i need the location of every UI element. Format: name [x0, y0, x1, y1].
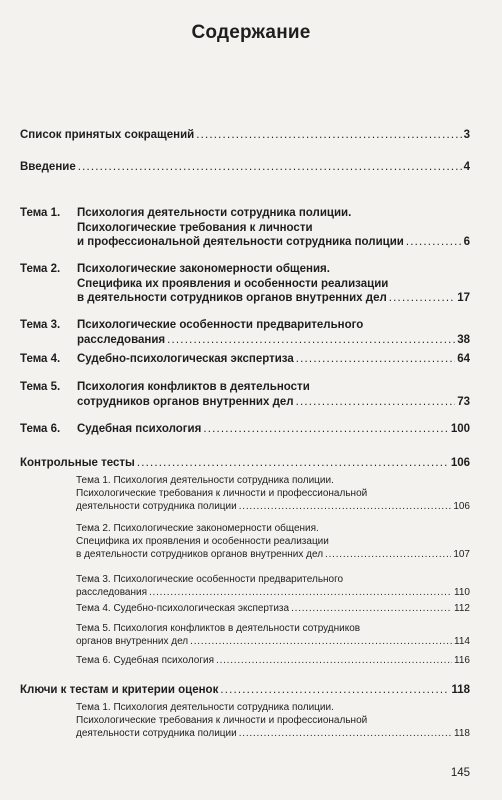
toc-entry-label: Тема 1. [20, 207, 61, 219]
toc-page-number: 6 [463, 236, 470, 248]
toc-entry-title: деятельности сотрудника полиции [76, 501, 237, 512]
toc-entry-label: Тема 2. [20, 263, 61, 275]
toc-entry-line [20, 683, 470, 698]
toc-entry-line [20, 277, 470, 292]
dot-leader [239, 727, 452, 740]
toc-entry-label: Тема 4. [20, 353, 61, 365]
toc-entry-line [20, 333, 470, 348]
toc-entry-line [76, 727, 470, 740]
toc-page-number: 73 [457, 395, 470, 408]
dot-leader [149, 586, 452, 599]
toc-page-number: 3 [463, 129, 470, 141]
toc-page-number: 106 [453, 501, 470, 512]
toc-page-number: 64 [457, 353, 470, 365]
toc-entry-line [76, 635, 470, 648]
toc-entry-title: Судебно-психологическая экспертиза [77, 353, 294, 365]
toc-page-number: 100 [450, 423, 470, 435]
toc-entry-line [76, 622, 470, 635]
toc-entry-label: Тема 6. [20, 423, 61, 435]
toc-entry [76, 474, 470, 513]
toc-entry [20, 262, 470, 306]
toc-entry [76, 622, 470, 648]
toc-entry-line [20, 262, 470, 277]
toc-entry-title: сотрудников органов внутренних дел [77, 395, 294, 408]
dot-leader [196, 128, 461, 143]
toc-entry [20, 422, 470, 437]
dot-leader [239, 500, 452, 513]
toc-entry-title: Тема 5. Психология конфликтов в деятельности сотрудников [76, 623, 361, 634]
toc-page-number: 4 [463, 161, 470, 173]
dot-leader [137, 456, 449, 471]
toc-entry-title: Тема 4. Судебно-психологическая экспертиза [76, 603, 290, 614]
toc-entry-line [20, 160, 470, 175]
toc-entry-title: Тема 1. Психология деятельности сотрудника полиции. [76, 475, 334, 486]
toc-entry-title: в деятельности сотрудников органов внутренних дел [76, 549, 324, 560]
toc-entry-title: Ключи к тестам и критерии оценок [20, 684, 219, 696]
toc-entry-title: Контрольные тесты [20, 457, 135, 469]
dot-leader [220, 683, 449, 698]
toc-entry-line [20, 128, 470, 143]
dot-leader [296, 395, 456, 410]
toc-entry-line [20, 318, 470, 333]
toc-entry-line [20, 380, 470, 395]
toc-entry-title: расследования [76, 587, 147, 598]
toc-entry [20, 380, 470, 409]
toc-entry-line [76, 487, 470, 500]
toc-entry-line [20, 206, 470, 221]
toc-entry-label: Тема 3. [20, 319, 61, 331]
toc-entry-title: Психология деятельности сотрудника полиции. [77, 207, 352, 219]
toc-entry-title: Тема 3. Психологические особенности предварительного [76, 574, 344, 585]
toc-entry [76, 654, 470, 667]
toc-entry-title: деятельности сотрудника полиции [76, 728, 237, 739]
toc-entry-line [20, 456, 470, 471]
toc-entry-title: органов внутренних дел [76, 636, 189, 647]
toc-entry [20, 456, 470, 471]
toc-entry-title: Тема 6. Судебная психология [76, 655, 215, 666]
toc-entry [20, 206, 470, 250]
toc-page-number: 116 [454, 655, 470, 666]
dot-leader [78, 160, 462, 175]
toc-entry [20, 128, 470, 143]
page-title: Содержание [191, 22, 311, 43]
toc-entry [76, 602, 470, 615]
page-number: 145 [450, 767, 470, 779]
toc-entry-line [20, 235, 470, 250]
dot-leader [190, 635, 452, 648]
toc-entry-line [76, 535, 470, 548]
toc-page-number: 107 [453, 549, 470, 560]
toc-entry-label: Тема 5. [20, 381, 61, 393]
dot-leader [325, 548, 451, 561]
toc-entry-line [76, 522, 470, 535]
toc-entry-line [76, 548, 470, 561]
dot-leader [203, 422, 448, 437]
toc-entry-title: и профессиональной деятельности сотрудника полиции [77, 236, 404, 248]
toc-entry [20, 160, 470, 175]
toc-entry [20, 683, 470, 698]
toc-entry-title: Введение [20, 161, 76, 173]
dot-leader [167, 333, 455, 348]
toc-page-number: 106 [450, 457, 470, 469]
toc-entry-title: Специфика их проявления и особенности реализации [76, 536, 329, 547]
toc-entry [76, 522, 470, 561]
toc-entry-line [20, 352, 470, 367]
toc-entry-line [20, 422, 470, 437]
toc-page-number: 118 [454, 728, 470, 739]
dot-leader [296, 352, 455, 367]
toc-page-number: 112 [454, 603, 470, 614]
toc-entry-title: Психологические требования к личности [77, 221, 313, 234]
toc-entry-title: Психологические требования к личности и профессиональной [76, 715, 368, 726]
toc-entry-title: в деятельности сотрудников органов внутренних дел [77, 292, 387, 304]
toc-entry-title: Специфика их проявления и особенности реализации [77, 277, 389, 290]
toc-page-number: 114 [454, 636, 470, 647]
toc-entry-line [76, 500, 470, 513]
toc-entry-title: Тема 2. Психологические закономерности общения. [76, 523, 319, 534]
toc-entry-line [76, 654, 470, 667]
toc-entry-title: Психология конфликтов в деятельности [77, 381, 310, 393]
toc-entry-line [20, 221, 470, 236]
toc-entry-line [20, 291, 470, 306]
toc-entry-title: расследования [77, 333, 166, 346]
toc-page-number: 110 [454, 587, 470, 598]
toc-entry-title: Психологические закономерности общения. [77, 263, 330, 275]
toc-entry [76, 701, 470, 740]
dot-leader [406, 235, 462, 250]
toc-entry-line [76, 714, 470, 727]
toc-entry-line [76, 474, 470, 487]
toc-entry-title: Психологические требования к личности и профессиональной [76, 488, 368, 499]
toc-entry-title: Тема 1. Психология деятельности сотрудника полиции. [76, 702, 334, 713]
toc-entry-line [76, 586, 470, 599]
dot-leader [291, 602, 452, 615]
toc-entry-line [76, 701, 470, 714]
toc-entry-line [76, 602, 470, 615]
toc-entry [20, 318, 470, 347]
toc-entry [76, 573, 470, 599]
toc-page-number: 38 [457, 333, 470, 346]
toc-page-number: 17 [457, 292, 470, 304]
toc-entry-title: Список принятых сокращений [20, 129, 195, 141]
toc-entry-line [20, 395, 470, 410]
toc-entry-title: Судебная психология [77, 423, 202, 435]
toc-entry-line [76, 573, 470, 586]
dot-leader [389, 291, 455, 306]
toc-entry [20, 352, 470, 367]
toc-page-number: 118 [451, 684, 470, 696]
toc-entry-title: Психологические особенности предварительного [77, 319, 364, 331]
dot-leader [216, 654, 452, 667]
